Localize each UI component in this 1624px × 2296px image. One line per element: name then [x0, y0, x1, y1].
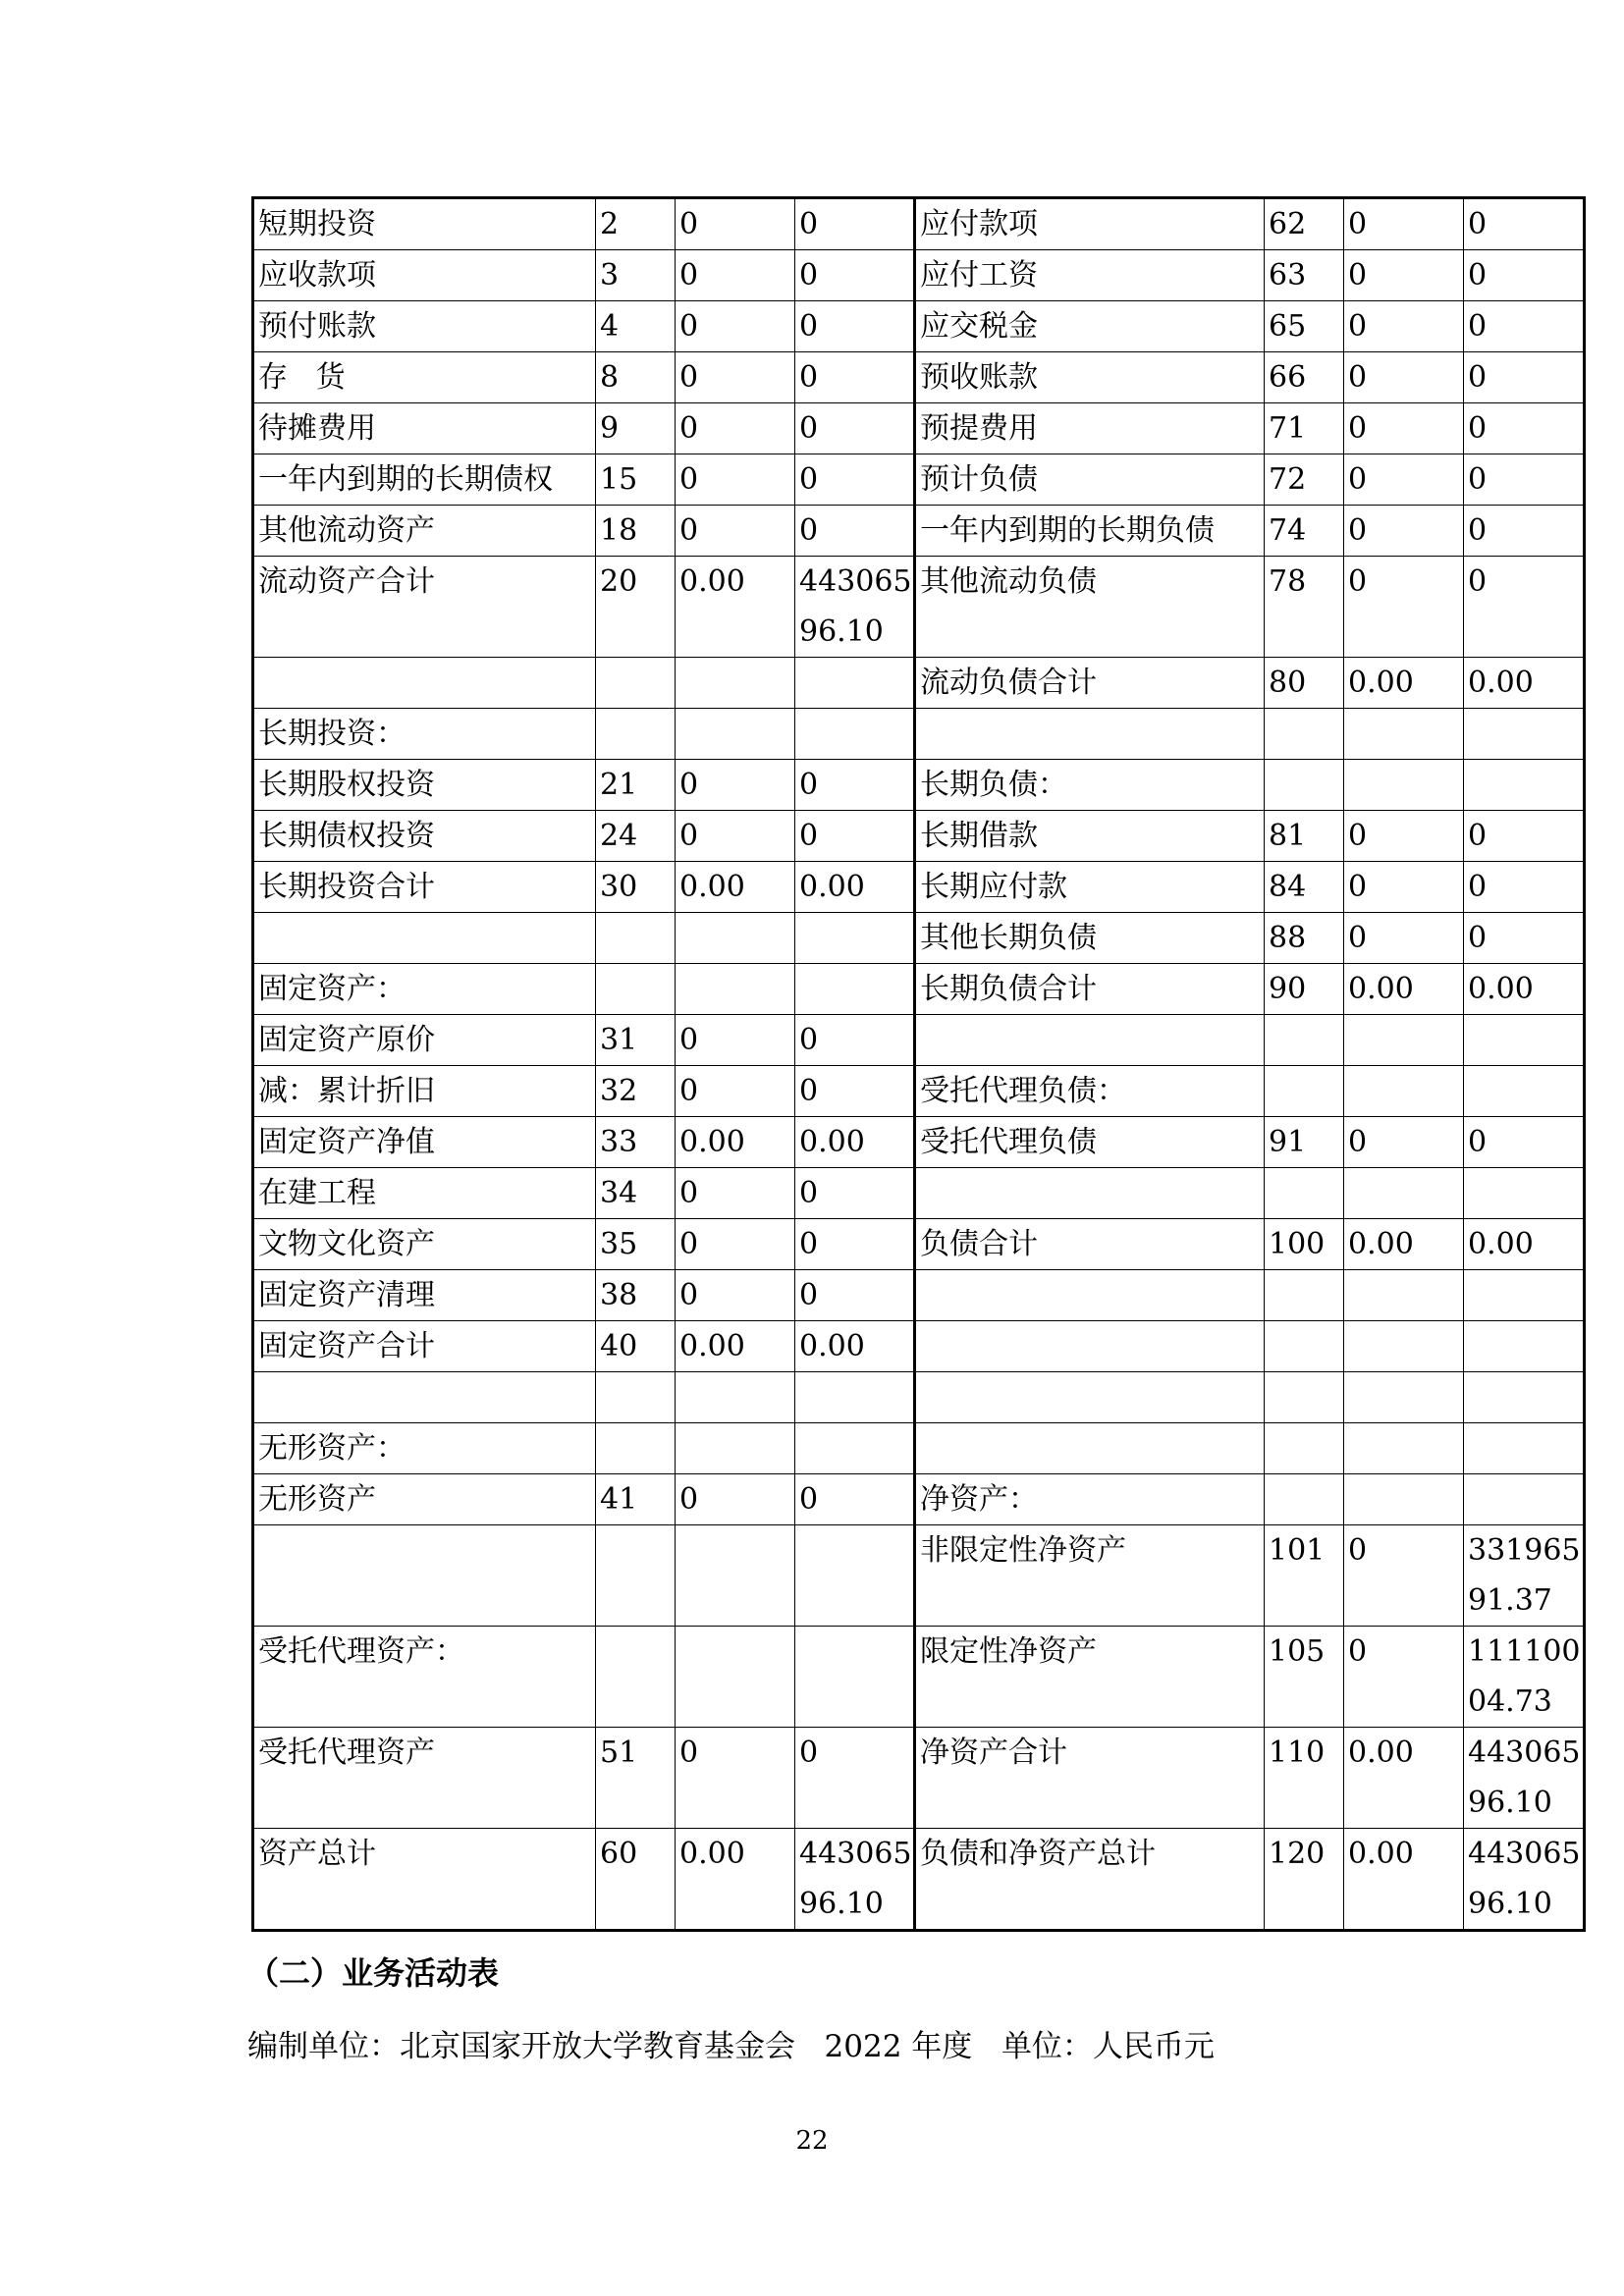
liability-opening-value: 0 [1344, 1627, 1464, 1728]
asset-item: 预付账款 [253, 301, 596, 352]
asset-closing-value: 0 [795, 1728, 915, 1829]
asset-opening-value: 0 [676, 352, 795, 403]
liability-closing-value: 0 [1464, 250, 1585, 301]
liability-closing-value: 0 [1464, 454, 1585, 506]
liability-line-number: 110 [1265, 1728, 1344, 1829]
asset-line-number [596, 709, 676, 760]
liability-closing-value [1464, 1423, 1585, 1474]
liability-line-number [1265, 1372, 1344, 1423]
liability-line-number: 65 [1265, 301, 1344, 352]
liability-item: 非限定性净资产 [915, 1525, 1265, 1627]
liability-closing-value [1464, 1066, 1585, 1117]
asset-opening-value: 0 [676, 403, 795, 454]
asset-item: 受托代理资产： [253, 1627, 596, 1728]
table-row [253, 352, 1585, 403]
asset-closing-value: 0 [795, 1270, 915, 1321]
table-row [253, 557, 1585, 658]
asset-line-number: 60 [596, 1829, 676, 1931]
table-row [253, 403, 1585, 454]
asset-closing-value: 0 [795, 1219, 915, 1270]
liability-item [915, 1168, 1265, 1219]
asset-opening-value: 0 [676, 1015, 795, 1066]
liability-item: 其他流动负债 [915, 557, 1265, 658]
liability-opening-value: 0.00 [1344, 1219, 1464, 1270]
asset-closing-value [795, 1372, 915, 1423]
asset-opening-value: 0.00 [676, 557, 795, 658]
asset-line-number: 32 [596, 1066, 676, 1117]
asset-item [253, 1372, 596, 1423]
asset-closing-value: 44306596.10 [795, 557, 915, 658]
liability-line-number: 81 [1265, 811, 1344, 862]
liability-line-number: 91 [1265, 1117, 1344, 1168]
liability-closing-value: 0 [1464, 506, 1585, 557]
compiling-unit-line: 编制单位：北京国家开放大学教育基金会 2022 年度 单位：人民币元 [247, 2029, 1215, 2064]
asset-closing-value [795, 658, 915, 709]
liability-item: 流动负债合计 [915, 658, 1265, 709]
asset-line-number: 9 [596, 403, 676, 454]
asset-closing-value [795, 913, 915, 964]
table-row [253, 250, 1585, 301]
asset-closing-value: 0 [795, 1066, 915, 1117]
liability-closing-value: 11110004.73 [1464, 1627, 1585, 1728]
asset-closing-value [795, 709, 915, 760]
table-row [253, 760, 1585, 811]
liability-line-number [1265, 1066, 1344, 1117]
page-number: 22 [795, 2126, 829, 2156]
asset-item: 固定资产： [253, 964, 596, 1015]
liability-closing-value: 44306596.10 [1464, 1728, 1585, 1829]
liability-line-number: 105 [1265, 1627, 1344, 1728]
asset-opening-value: 0 [676, 1066, 795, 1117]
asset-closing-value: 0 [795, 1474, 915, 1525]
table-row [253, 198, 1585, 250]
liability-opening-value: 0 [1344, 352, 1464, 403]
asset-line-number: 2 [596, 198, 676, 250]
liability-closing-value: 0 [1464, 352, 1585, 403]
asset-item: 在建工程 [253, 1168, 596, 1219]
asset-line-number: 21 [596, 760, 676, 811]
liability-line-number: 88 [1265, 913, 1344, 964]
table-row [253, 454, 1585, 506]
asset-line-number [596, 658, 676, 709]
liability-item [915, 1015, 1265, 1066]
asset-line-number: 20 [596, 557, 676, 658]
table-row [253, 506, 1585, 557]
liability-item [915, 1321, 1265, 1372]
asset-item: 流动资产合计 [253, 557, 596, 658]
asset-line-number: 30 [596, 862, 676, 913]
asset-closing-value: 0 [795, 301, 915, 352]
asset-opening-value [676, 1372, 795, 1423]
table-row [253, 1627, 1585, 1728]
liability-opening-value: 0 [1344, 913, 1464, 964]
liability-line-number: 72 [1265, 454, 1344, 506]
asset-opening-value [676, 964, 795, 1015]
liability-closing-value: 0.00 [1464, 964, 1585, 1015]
liability-opening-value: 0.00 [1344, 1728, 1464, 1829]
asset-closing-value [795, 1525, 915, 1627]
liability-line-number: 74 [1265, 506, 1344, 557]
asset-line-number: 24 [596, 811, 676, 862]
liability-closing-value [1464, 1015, 1585, 1066]
liability-closing-value [1464, 1270, 1585, 1321]
liability-opening-value: 0 [1344, 1117, 1464, 1168]
liability-line-number: 84 [1265, 862, 1344, 913]
asset-line-number [596, 913, 676, 964]
table-row [253, 913, 1585, 964]
liability-closing-value [1464, 1168, 1585, 1219]
asset-item: 短期投资 [253, 198, 596, 250]
asset-line-number: 38 [596, 1270, 676, 1321]
asset-item: 固定资产合计 [253, 1321, 596, 1372]
asset-closing-value [795, 1627, 915, 1728]
liability-item: 限定性净资产 [915, 1627, 1265, 1728]
asset-item [253, 658, 596, 709]
asset-item: 固定资产净值 [253, 1117, 596, 1168]
table-row [253, 862, 1585, 913]
liability-line-number [1265, 1270, 1344, 1321]
asset-line-number [596, 1525, 676, 1627]
liability-item: 长期借款 [915, 811, 1265, 862]
liability-item [915, 1372, 1265, 1423]
liability-line-number: 62 [1265, 198, 1344, 250]
asset-closing-value [795, 964, 915, 1015]
asset-line-number [596, 1372, 676, 1423]
liability-opening-value: 0 [1344, 454, 1464, 506]
liability-opening-value: 0 [1344, 811, 1464, 862]
liability-line-number [1265, 760, 1344, 811]
liability-item: 负债合计 [915, 1219, 1265, 1270]
liability-opening-value: 0 [1344, 250, 1464, 301]
liability-line-number [1265, 1015, 1344, 1066]
table-row [253, 1066, 1585, 1117]
liability-line-number: 120 [1265, 1829, 1344, 1931]
asset-line-number: 15 [596, 454, 676, 506]
liability-closing-value: 0 [1464, 811, 1585, 862]
asset-item: 固定资产清理 [253, 1270, 596, 1321]
asset-closing-value: 0 [795, 454, 915, 506]
table-row [253, 1728, 1585, 1829]
asset-line-number: 31 [596, 1015, 676, 1066]
liability-line-number [1265, 1321, 1344, 1372]
liability-opening-value: 0 [1344, 1525, 1464, 1627]
asset-opening-value: 0 [676, 454, 795, 506]
asset-line-number: 18 [596, 506, 676, 557]
liability-line-number: 90 [1265, 964, 1344, 1015]
liability-opening-value: 0 [1344, 301, 1464, 352]
asset-opening-value: 0 [676, 301, 795, 352]
liability-closing-value [1464, 1372, 1585, 1423]
liability-item: 其他长期负债 [915, 913, 1265, 964]
liability-line-number [1265, 1168, 1344, 1219]
liability-opening-value: 0.00 [1344, 658, 1464, 709]
asset-opening-value: 0 [676, 198, 795, 250]
asset-closing-value: 0 [795, 403, 915, 454]
asset-opening-value: 0 [676, 760, 795, 811]
liability-closing-value [1464, 1474, 1585, 1525]
asset-line-number: 40 [596, 1321, 676, 1372]
liability-opening-value [1344, 709, 1464, 760]
liability-opening-value [1344, 760, 1464, 811]
liability-closing-value [1464, 760, 1585, 811]
liability-closing-value [1464, 709, 1585, 760]
liability-item: 长期负债合计 [915, 964, 1265, 1015]
asset-closing-value: 0 [795, 760, 915, 811]
asset-item: 其他流动资产 [253, 506, 596, 557]
liability-item: 预提费用 [915, 403, 1265, 454]
table-row [253, 658, 1585, 709]
asset-line-number: 3 [596, 250, 676, 301]
asset-opening-value [676, 1423, 795, 1474]
asset-opening-value: 0 [676, 1728, 795, 1829]
asset-line-number: 41 [596, 1474, 676, 1525]
asset-item: 受托代理资产 [253, 1728, 596, 1829]
asset-item: 存 货 [253, 352, 596, 403]
asset-item: 固定资产原价 [253, 1015, 596, 1066]
asset-line-number [596, 964, 676, 1015]
liability-closing-value: 0 [1464, 301, 1585, 352]
asset-line-number: 35 [596, 1219, 676, 1270]
asset-line-number: 8 [596, 352, 676, 403]
asset-closing-value: 0.00 [795, 862, 915, 913]
liability-opening-value: 0 [1344, 557, 1464, 658]
asset-line-number: 4 [596, 301, 676, 352]
liability-opening-value [1344, 1321, 1464, 1372]
asset-closing-value: 0 [795, 1168, 915, 1219]
balance-sheet-table [251, 196, 1586, 1932]
liability-closing-value: 0 [1464, 913, 1585, 964]
liability-closing-value: 0.00 [1464, 1219, 1585, 1270]
asset-closing-value: 0 [795, 1015, 915, 1066]
asset-item: 长期投资： [253, 709, 596, 760]
liability-item: 受托代理负债 [915, 1117, 1265, 1168]
liability-item: 长期应付款 [915, 862, 1265, 913]
liability-opening-value [1344, 1015, 1464, 1066]
table-row [253, 1117, 1585, 1168]
asset-closing-value: 44306596.10 [795, 1829, 915, 1931]
asset-item [253, 913, 596, 964]
liability-line-number: 101 [1265, 1525, 1344, 1627]
liability-item: 受托代理负债： [915, 1066, 1265, 1117]
asset-opening-value [676, 913, 795, 964]
asset-opening-value: 0 [676, 1270, 795, 1321]
liability-item: 应付工资 [915, 250, 1265, 301]
table-row [253, 964, 1585, 1015]
table-row [253, 301, 1585, 352]
asset-opening-value: 0 [676, 1168, 795, 1219]
asset-item [253, 1525, 596, 1627]
asset-item: 资产总计 [253, 1829, 596, 1931]
asset-opening-value: 0 [676, 250, 795, 301]
table-row [253, 1219, 1585, 1270]
liability-line-number: 63 [1265, 250, 1344, 301]
asset-item: 一年内到期的长期债权 [253, 454, 596, 506]
table-row [253, 1321, 1585, 1372]
liability-opening-value [1344, 1168, 1464, 1219]
liability-opening-value: 0.00 [1344, 1829, 1464, 1931]
asset-opening-value: 0 [676, 1219, 795, 1270]
liability-closing-value: 33196591.37 [1464, 1525, 1585, 1627]
liability-item [915, 709, 1265, 760]
liability-line-number [1265, 709, 1344, 760]
table-row [253, 811, 1585, 862]
table-row [253, 1474, 1585, 1525]
liability-line-number: 100 [1265, 1219, 1344, 1270]
asset-item: 减：累计折旧 [253, 1066, 596, 1117]
table-row [253, 1015, 1585, 1066]
liability-closing-value [1464, 1321, 1585, 1372]
table-row [253, 1829, 1585, 1931]
liability-item: 长期负债： [915, 760, 1265, 811]
liability-closing-value: 0 [1464, 1117, 1585, 1168]
liability-opening-value: 0 [1344, 862, 1464, 913]
asset-opening-value: 0 [676, 506, 795, 557]
asset-opening-value [676, 658, 795, 709]
liability-closing-value: 0.00 [1464, 658, 1585, 709]
asset-opening-value [676, 1525, 795, 1627]
liability-line-number: 66 [1265, 352, 1344, 403]
liability-opening-value: 0 [1344, 506, 1464, 557]
liability-opening-value [1344, 1372, 1464, 1423]
liability-item: 净资产合计 [915, 1728, 1265, 1829]
asset-line-number [596, 1627, 676, 1728]
table-row [253, 1372, 1585, 1423]
liability-line-number [1265, 1423, 1344, 1474]
asset-line-number: 34 [596, 1168, 676, 1219]
asset-opening-value: 0 [676, 1474, 795, 1525]
table-row [253, 709, 1585, 760]
liability-opening-value [1344, 1270, 1464, 1321]
asset-item: 长期股权投资 [253, 760, 596, 811]
liability-item: 应付款项 [915, 198, 1265, 250]
asset-closing-value: 0 [795, 352, 915, 403]
liability-closing-value: 0 [1464, 198, 1585, 250]
asset-line-number [596, 1423, 676, 1474]
asset-closing-value: 0.00 [795, 1117, 915, 1168]
table-row [253, 1168, 1585, 1219]
asset-opening-value: 0.00 [676, 862, 795, 913]
asset-item: 长期债权投资 [253, 811, 596, 862]
liability-opening-value: 0.00 [1344, 964, 1464, 1015]
liability-closing-value: 0 [1464, 403, 1585, 454]
asset-item: 无形资产： [253, 1423, 596, 1474]
asset-closing-value: 0 [795, 811, 915, 862]
table-row [253, 1525, 1585, 1627]
asset-opening-value: 0.00 [676, 1321, 795, 1372]
liability-closing-value: 0 [1464, 862, 1585, 913]
liability-item: 一年内到期的长期负债 [915, 506, 1265, 557]
asset-item: 文物文化资产 [253, 1219, 596, 1270]
section-heading: （二）业务活动表 [247, 1954, 500, 1992]
liability-line-number: 71 [1265, 403, 1344, 454]
asset-closing-value: 0 [795, 250, 915, 301]
liability-opening-value [1344, 1066, 1464, 1117]
asset-opening-value: 0 [676, 811, 795, 862]
liability-item: 预收账款 [915, 352, 1265, 403]
asset-closing-value: 0 [795, 506, 915, 557]
liability-opening-value: 0 [1344, 403, 1464, 454]
liability-opening-value [1344, 1423, 1464, 1474]
asset-item: 长期投资合计 [253, 862, 596, 913]
asset-opening-value: 0.00 [676, 1117, 795, 1168]
liability-closing-value: 0 [1464, 557, 1585, 658]
asset-opening-value [676, 709, 795, 760]
asset-opening-value [676, 1627, 795, 1728]
asset-item: 应收款项 [253, 250, 596, 301]
liability-opening-value: 0 [1344, 198, 1464, 250]
table-row [253, 1270, 1585, 1321]
asset-closing-value [795, 1423, 915, 1474]
liability-item: 预计负债 [915, 454, 1265, 506]
asset-line-number: 51 [596, 1728, 676, 1829]
liability-item: 应交税金 [915, 301, 1265, 352]
asset-item: 待摊费用 [253, 403, 596, 454]
asset-closing-value: 0 [795, 198, 915, 250]
liability-closing-value: 44306596.10 [1464, 1829, 1585, 1931]
asset-closing-value: 0.00 [795, 1321, 915, 1372]
liability-line-number: 80 [1265, 658, 1344, 709]
asset-line-number: 33 [596, 1117, 676, 1168]
liability-line-number [1265, 1474, 1344, 1525]
liability-line-number: 78 [1265, 557, 1344, 658]
liability-opening-value [1344, 1474, 1464, 1525]
liability-item: 净资产： [915, 1474, 1265, 1525]
asset-item: 无形资产 [253, 1474, 596, 1525]
table-row [253, 1423, 1585, 1474]
liability-item: 负债和净资产总计 [915, 1829, 1265, 1931]
liability-item [915, 1423, 1265, 1474]
asset-opening-value: 0.00 [676, 1829, 795, 1931]
liability-item [915, 1270, 1265, 1321]
